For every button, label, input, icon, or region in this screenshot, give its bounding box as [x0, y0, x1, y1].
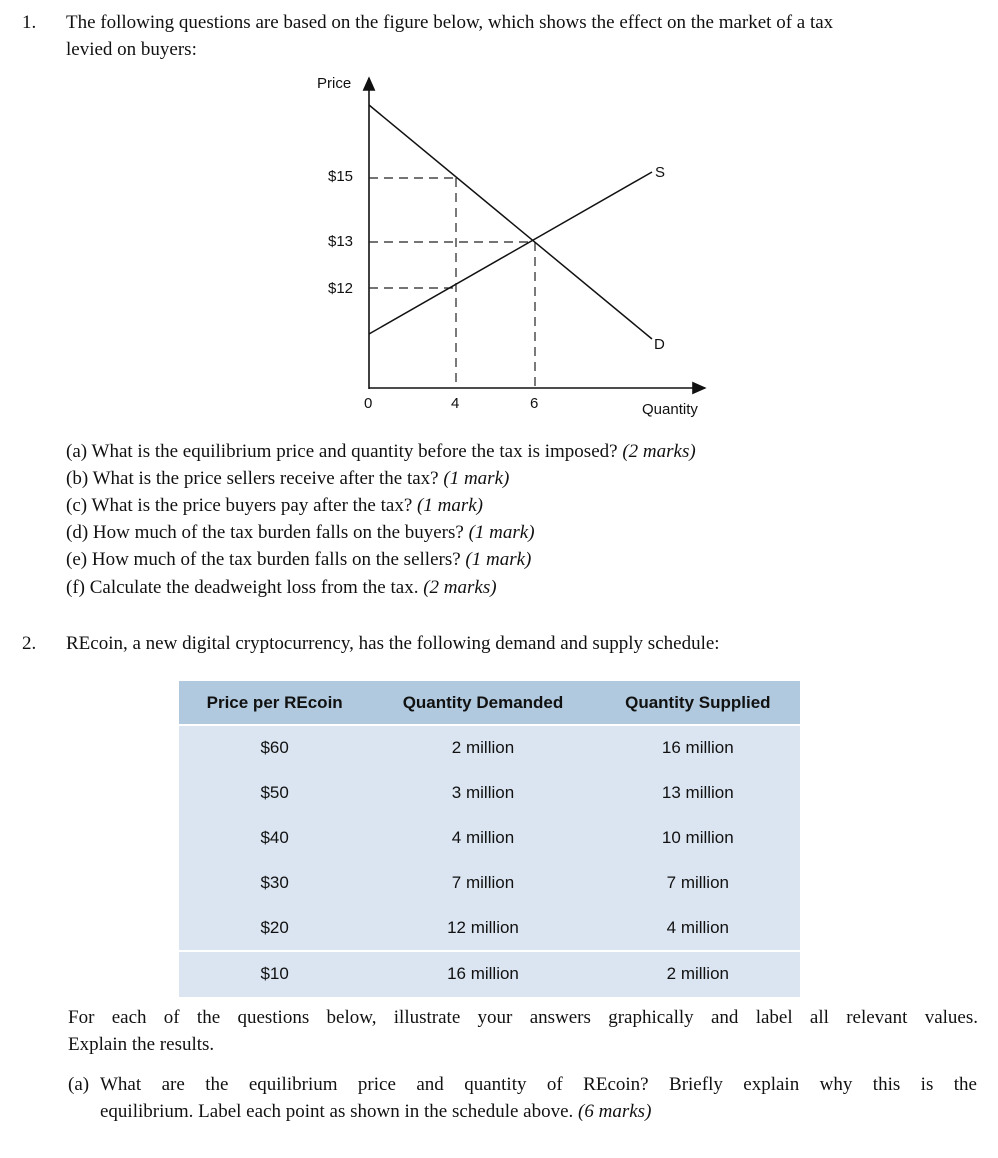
cell-demanded: 7 million	[370, 860, 595, 905]
instructions-cont: Explain the results.	[68, 1034, 215, 1055]
cell-price: $10	[179, 951, 370, 997]
y-tick-12: $12	[328, 280, 354, 297]
table-row	[179, 725, 800, 771]
part-d: (d) How much of the tax burden falls on the buyers? (1 mark)	[66, 522, 535, 543]
question-number: 1.	[22, 12, 37, 33]
supply-curve	[369, 172, 652, 334]
instructions: For each of the questions below, illustrate your answers graphically and label all relevant values.	[68, 1007, 978, 1028]
header-price: Price per REcoin	[179, 681, 370, 725]
table-row	[179, 951, 800, 997]
x-tick-4: 4	[451, 395, 460, 412]
part-a-label: (a)	[68, 1074, 90, 1095]
question-intro: The following questions are based on the figure below, which shows the effect on the market of a tax	[66, 12, 834, 33]
question-intro-cont: levied on buyers:	[66, 39, 197, 60]
part-a: (a) What is the equilibrium price and quantity before the tax is imposed? (2 marks)	[66, 441, 696, 462]
cell-demanded: 4 million	[370, 816, 595, 861]
part-c: (c) What is the price buyers pay after the tax? (1 mark)	[66, 495, 483, 516]
table-header	[179, 681, 800, 725]
part-b: (b) What is the price sellers receive after the tax? (1 mark)	[66, 468, 510, 489]
table-row	[179, 816, 800, 861]
cell-price: $50	[179, 771, 370, 816]
table-row	[179, 860, 800, 905]
cell-supplied: 4 million	[596, 905, 800, 951]
cell-price: $20	[179, 905, 370, 951]
cell-supplied: 2 million	[596, 951, 800, 997]
part-a: What are the equilibrium price and quantity of REcoin? Briefly explain why this is the	[100, 1074, 977, 1095]
x-tick-6: 6	[530, 395, 539, 412]
tax-market-chart	[0, 0, 998, 430]
cell-supplied: 13 million	[596, 771, 800, 816]
demand-label: D	[654, 336, 665, 353]
table-row	[179, 771, 800, 816]
header-supplied: Quantity Supplied	[596, 681, 800, 725]
y-axis-label: Price	[317, 75, 352, 92]
y-tick-15: $15	[328, 168, 354, 185]
cell-price: $30	[179, 860, 370, 905]
supply-label: S	[655, 164, 666, 181]
cell-supplied: 10 million	[596, 816, 800, 861]
supply-demand-table	[179, 681, 800, 997]
header-demanded: Quantity Demanded	[370, 681, 595, 725]
part-f: (f) Calculate the deadweight loss from the tax. (2 marks)	[66, 577, 497, 598]
cell-supplied: 16 million	[596, 725, 800, 771]
part-e: (e) How much of the tax burden falls on the sellers? (1 mark)	[66, 549, 532, 570]
cell-demanded: 3 million	[370, 771, 595, 816]
cell-demanded: 16 million	[370, 951, 595, 997]
x-tick-0: 0	[364, 395, 373, 412]
cell-supplied: 7 million	[596, 860, 800, 905]
x-axis-label: Quantity	[642, 401, 698, 418]
part-a-cont: equilibrium. Label each point as shown in the schedule above. (6 marks)	[100, 1101, 652, 1122]
question-intro: REcoin, a new digital cryptocurrency, has the following demand and supply schedule:	[66, 633, 720, 654]
cell-demanded: 12 million	[370, 905, 595, 951]
cell-demanded: 2 million	[370, 725, 595, 771]
table-row	[179, 905, 800, 951]
cell-price: $60	[179, 725, 370, 771]
demand-curve	[369, 105, 652, 339]
cell-price: $40	[179, 816, 370, 861]
y-tick-13: $13	[328, 233, 354, 250]
question-number: 2.	[22, 633, 37, 654]
